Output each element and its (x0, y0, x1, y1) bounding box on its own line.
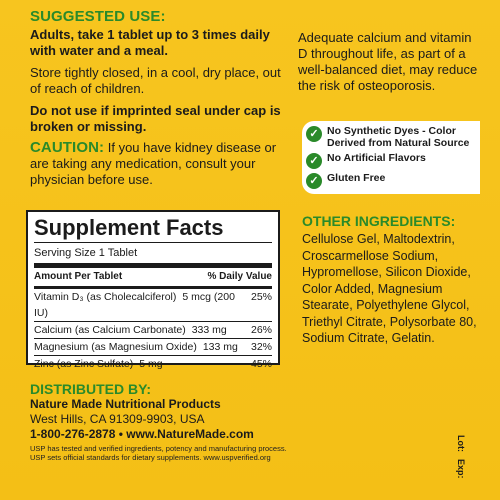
caution-heading: CAUTION: (30, 139, 105, 156)
usp-line-2: USP sets official standards for dietary supplements. www.uspverified.org (30, 453, 271, 462)
supplement-facts-title: Supplement Facts (34, 216, 272, 243)
suggested-use-heading: SUGGESTED USE: (30, 8, 166, 25)
nutrient-name: Calcium (as Calcium Carbonate) (34, 324, 186, 336)
nutrient-amount: 5 mg (139, 358, 163, 370)
benefit-text: Gluten Free (327, 172, 386, 184)
other-ingredients-heading: OTHER INGREDIENTS: (302, 213, 456, 229)
company-name: Nature Made Nutritional Products (30, 397, 221, 411)
check-icon: ✓ (306, 173, 322, 189)
caution-block (30, 139, 282, 188)
caution-text: If you have kidney disease or are taking any medication, consult your physician before use. (30, 140, 277, 187)
exp-label: Exp: (456, 459, 466, 479)
directions-text: Adults, take 1 tablet up to 3 times daily with water and a meal. (30, 27, 270, 58)
nutrient-dv: 26% (250, 324, 272, 336)
benefit-item (306, 125, 476, 149)
amount-per-header: Amount Per Tablet (34, 271, 123, 282)
nutrient-name: Magnesium (as Magnesium Oxide) (34, 341, 197, 353)
nutrient-name: Vitamin D₃ (as Cholecalciferol) (34, 291, 177, 303)
facts-row (34, 289, 272, 322)
lot-exp-area (452, 435, 466, 485)
usp-line-1: USP has tested and verified ingredients, potency and manufacturing process. (30, 444, 287, 453)
supplement-facts-panel (26, 210, 280, 370)
benefit-item (306, 172, 476, 189)
nutrient-dv: 45% (250, 358, 272, 370)
facts-row (34, 356, 272, 372)
distributor-block (30, 381, 330, 462)
benefit-item (306, 152, 476, 169)
benefits-panel (302, 121, 480, 194)
company-address: West Hills, CA 91309-9903, USA (30, 412, 205, 426)
distributed-by-heading: DISTRIBUTED BY: (30, 381, 152, 397)
other-ingredients-text: Cellulose Gel, Maltodextrin, Croscarmellose Sodium, Hypromellose, Silicon Dioxide, Color Added, Magnesium Stearate, Polyethylene Glycol, Triethyl Citrate, Polysorbate 80, Sodium Citrate, Gelatin. (302, 232, 477, 345)
company-contact: 1-800-276-2878 • www.NatureMade.com (30, 427, 254, 441)
facts-header-row (34, 268, 272, 289)
check-icon: ✓ (306, 126, 322, 142)
facts-row (34, 339, 272, 356)
benefit-text: No Synthetic Dyes - Color Derived from Natural Source (327, 125, 470, 149)
health-claim: Adequate calcium and vitamin D throughout life, as part of a well-balanced diet, may reduce the risk of osteoporosis. (298, 30, 478, 93)
right-column (298, 30, 478, 94)
other-ingredients-block (302, 213, 482, 347)
check-icon: ✓ (306, 153, 322, 169)
nutrient-dv: 25% (250, 291, 272, 303)
left-column (30, 8, 282, 188)
daily-value-header: % Daily Value (207, 271, 272, 282)
seal-warning-text: Do not use if imprinted seal under cap is broken or missing. (30, 103, 281, 134)
serving-size: Serving Size 1 Tablet (34, 245, 272, 268)
nutrient-amount: 5 mcg (200 IU) (34, 291, 235, 319)
facts-row (34, 322, 272, 339)
lot-label: Lot: (456, 435, 466, 452)
nutrient-amount: 333 mg (191, 324, 227, 336)
nutrient-dv: 32% (250, 341, 272, 353)
benefit-text: No Artificial Flavors (327, 152, 426, 164)
nutrient-name: Zinc (as Zinc Sulfate) (34, 358, 134, 370)
nutrient-amount: 133 mg (202, 341, 238, 353)
storage-text: Store tightly closed, in a cool, dry place, out of reach of children. (30, 65, 281, 96)
